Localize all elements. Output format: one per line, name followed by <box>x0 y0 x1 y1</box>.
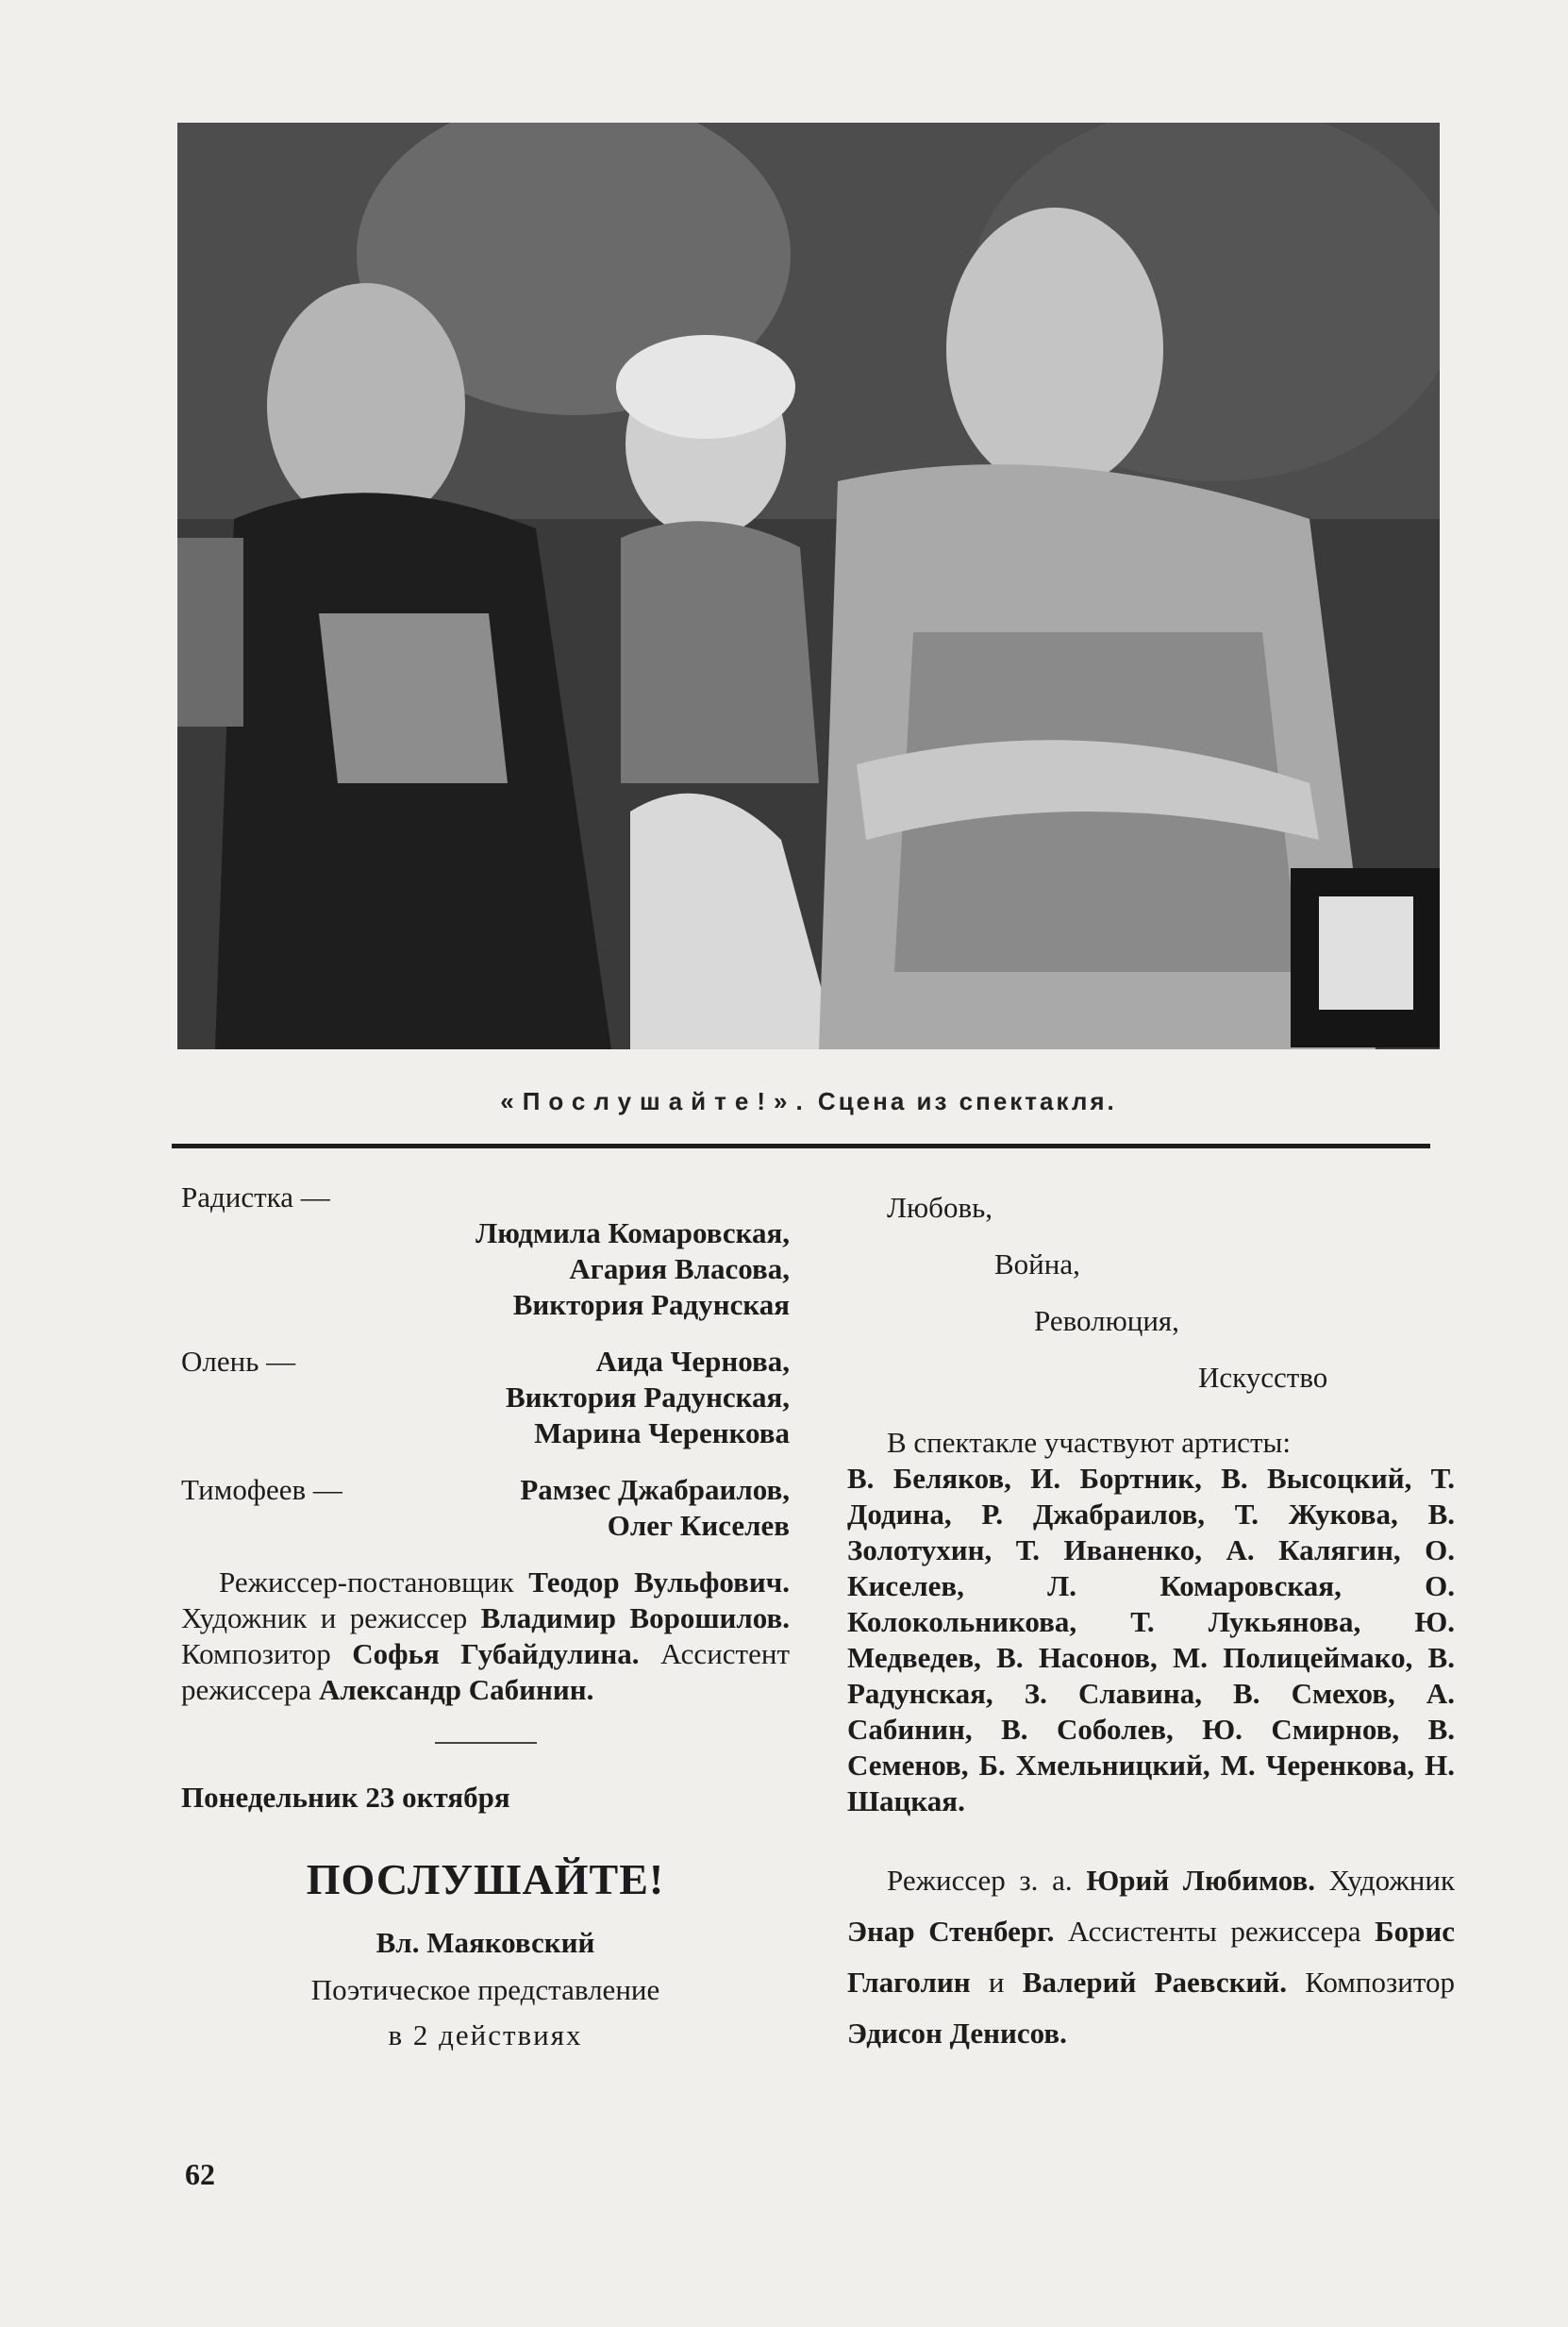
role-block-olen <box>181 1344 790 1451</box>
play-title: ПОСЛУШАЙТЕ! <box>306 1855 665 1903</box>
actor-name: Аида Чернова, <box>595 1345 790 1378</box>
actor-name: Людмила Комаровская, <box>475 1216 790 1249</box>
theme-word: Любовь, <box>887 1191 993 1224</box>
role-actors <box>181 1215 790 1323</box>
credit-text: Ассистент режиссера <box>181 1637 790 1706</box>
actor-name: Агария Власова, <box>569 1252 790 1285</box>
caption-text: Сцена из спектакля. <box>817 1087 1117 1115</box>
credit-name: Теодор Вульфович. <box>528 1565 790 1599</box>
credit-name: Валерий Раевский. <box>1022 1966 1287 1999</box>
role-actors <box>506 1344 790 1451</box>
credits-paragraph <box>181 1565 790 1708</box>
credit-text: Ассистенты режиссера <box>1054 1915 1376 1948</box>
caption-quote: «Послушайте!». <box>500 1087 811 1115</box>
credit-text: Режиссер з. а. <box>887 1864 1087 1897</box>
actor-name: Рамзес Джабраилов, <box>520 1473 790 1506</box>
role-actors <box>520 1472 790 1544</box>
role-label: Олень — <box>181 1345 296 1378</box>
credit-name: Эдисон Денисов. <box>847 2017 1067 2050</box>
performance-date: Понедельник 23 октября <box>181 1781 510 1814</box>
play-acts: в 2 действиях <box>388 2018 583 2051</box>
credit-text: Художник и режиссер <box>181 1601 481 1634</box>
credit-name: Энар Стенберг. <box>847 1915 1055 1948</box>
play-genre: Поэтическое представление <box>310 1973 660 2006</box>
credit-name: Борис Глаголин <box>847 1915 1455 1999</box>
credit-name: Владимир Ворошилов. <box>480 1601 790 1634</box>
photo-caption <box>177 1087 1440 1116</box>
role-label: Тимофеев — <box>181 1473 342 1506</box>
theme-word: Искусство <box>1198 1361 1328 1394</box>
page-number: 62 <box>185 2157 215 2191</box>
theme-words <box>847 1180 1455 1406</box>
actor-name: Виктория Радунская <box>512 1288 790 1321</box>
credits-paragraph <box>847 1855 1455 2059</box>
credit-text: и <box>970 1966 1023 1999</box>
scene-photo-illustration <box>177 123 1440 1049</box>
horizontal-rule <box>172 1144 1430 1148</box>
left-column <box>181 1180 790 2053</box>
cast-list: В. Беляков, И. Бортник, В. Высоцкий, Т. Додина, Р. Джабраилов, Т. Жукова, В. Золотухин, Т. Иваненко, А. Калягин, О. Киселев, Л. Комаровская, О. Колокольникова, Т. Лукьянова, Ю. Медведев, В. Насонов, М. Полицеймако, В. Радунская, З. Славина, В. Смехов, А. Сабинин, В. Соболев, Ю. Смирнов, В. Семенов, Б. Хмельницкий, М. Черенкова, Н. Шацкая. <box>847 1462 1455 1817</box>
credit-text: Режиссер-постановщик <box>219 1565 529 1599</box>
right-column <box>847 1180 1455 2059</box>
role-block-timofeev <box>181 1472 790 1544</box>
theme-word: Война, <box>994 1247 1080 1281</box>
role-label: Радистка — <box>181 1180 330 1214</box>
actor-name: Виктория Радунская, <box>506 1381 790 1414</box>
cast-intro: В спектакле участвуют артисты: <box>887 1426 1291 1459</box>
credit-name: Александр Сабинин. <box>318 1673 594 1706</box>
credit-name: Софья Губайдулина. <box>352 1637 640 1670</box>
play-author: Вл. Маяковский <box>375 1926 595 1959</box>
scene-photo <box>177 123 1440 1049</box>
section-divider <box>435 1742 537 1744</box>
credit-text: Композитор <box>1287 1966 1455 1999</box>
credit-name: Юрий Любимов. <box>1086 1864 1315 1897</box>
role-block-radistka <box>181 1180 790 1323</box>
actor-name: Олег Киселев <box>607 1509 790 1542</box>
credit-text: Композитор <box>181 1637 353 1670</box>
theme-word: Революция, <box>1034 1304 1179 1337</box>
actor-name: Марина Черенкова <box>534 1416 790 1449</box>
credit-text: Художник <box>1314 1864 1456 1897</box>
